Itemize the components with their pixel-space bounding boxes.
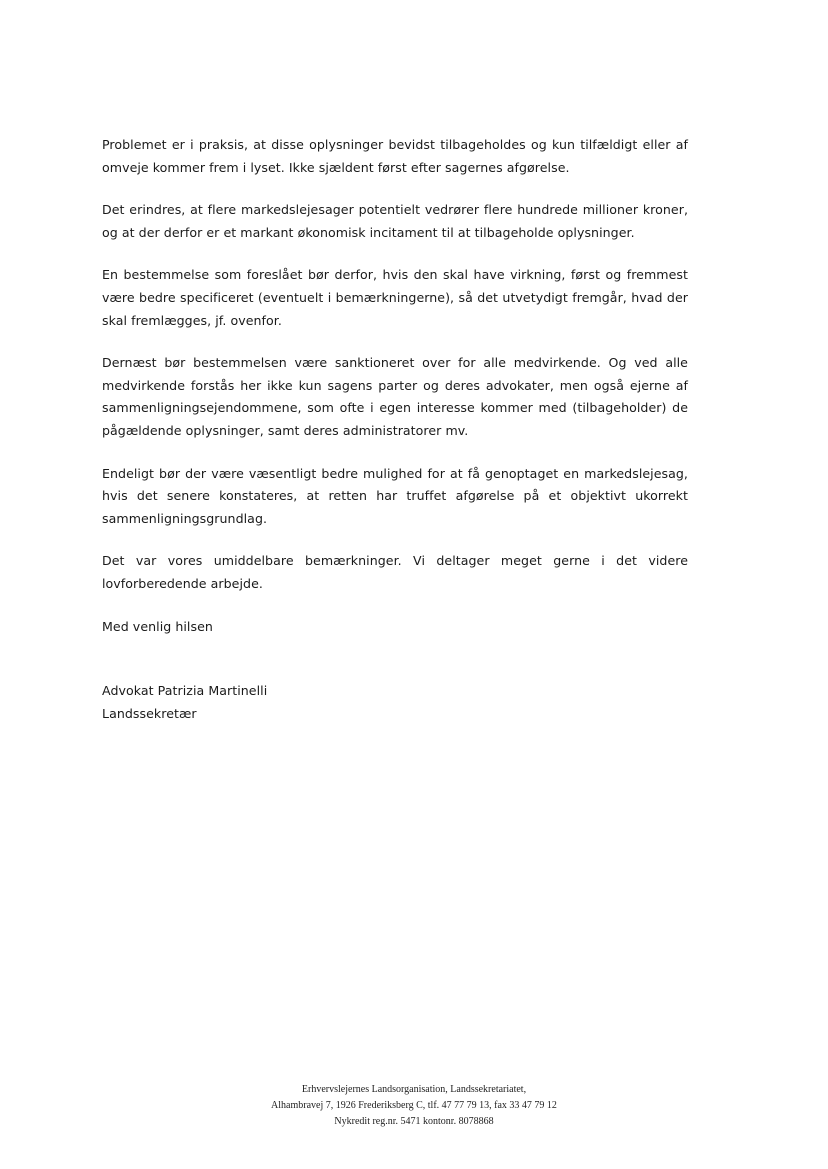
paragraph-5: Endeligt bør der være væsentligt bedre mulighed for at få genoptaget en markedslejesag, hvis det senere konstateres, at retten har truffet afgørelse på et objektivt ukorrekt sammenligningsgrundlag.	[102, 465, 688, 526]
paragraph-6: Det var vores umiddelbare bemærkninger. Vi deltager meget gerne i det videre lovforberedende arbejde.	[102, 553, 688, 591]
paragraph-1: Problemet er i praksis, at disse oplysninger bevidst tilbageholdes og kun tilfældigt eller af omveje kommer frem i lyset. Ikke sjældent først efter sagernes afgørelse.	[102, 137, 688, 175]
footer-organisation: Erhvervslejernes Landsorganisation, Landssekretariatet,	[301, 1084, 527, 1095]
signature-block	[102, 680, 688, 725]
footer-address: Alhambravej 7, 1926 Frederiksberg C, tlf. 47 77 79 13, fax 33 47 79 12	[271, 1100, 557, 1111]
paragraph-2: Det erindres, at flere markedslejesager potentielt vedrører flere hundrede millioner kroner, og at der derfor er et markant økonomisk incitament til at tilbageholde oplysninger.	[102, 202, 688, 240]
signature-title: Landssekretær	[102, 705, 197, 721]
closing-greeting: Med venlig hilsen	[102, 618, 213, 634]
paragraph-3: En bestemmelse som foreslået bør derfor, hvis den skal have virkning, først og fremmest være bedre specificeret (eventuelt i bemærkningerne), så det utvetydigt fremgår, hvad der skal fremlægges, jf. ovenfor.	[102, 267, 688, 328]
letterhead-footer	[0, 1082, 828, 1130]
paragraph-4: Dernæst bør bestemmelsen være sanktioneret over for alle medvirkende. Og ved alle medvirkende forstås her ikke kun sagens parter og deres advokater, men også ejerne af sammenligningsejendommene, som ofte i egen interesse kommer med (tilbageholder) de pågældende oplysninger, samt deres administratorer mv.	[102, 355, 688, 438]
signature-name: Advokat Patrizia Martinelli	[102, 683, 268, 699]
footer-bank: Nykredit reg.nr. 5471 kontonr. 8078868	[334, 1116, 494, 1127]
letter-body	[102, 134, 688, 725]
